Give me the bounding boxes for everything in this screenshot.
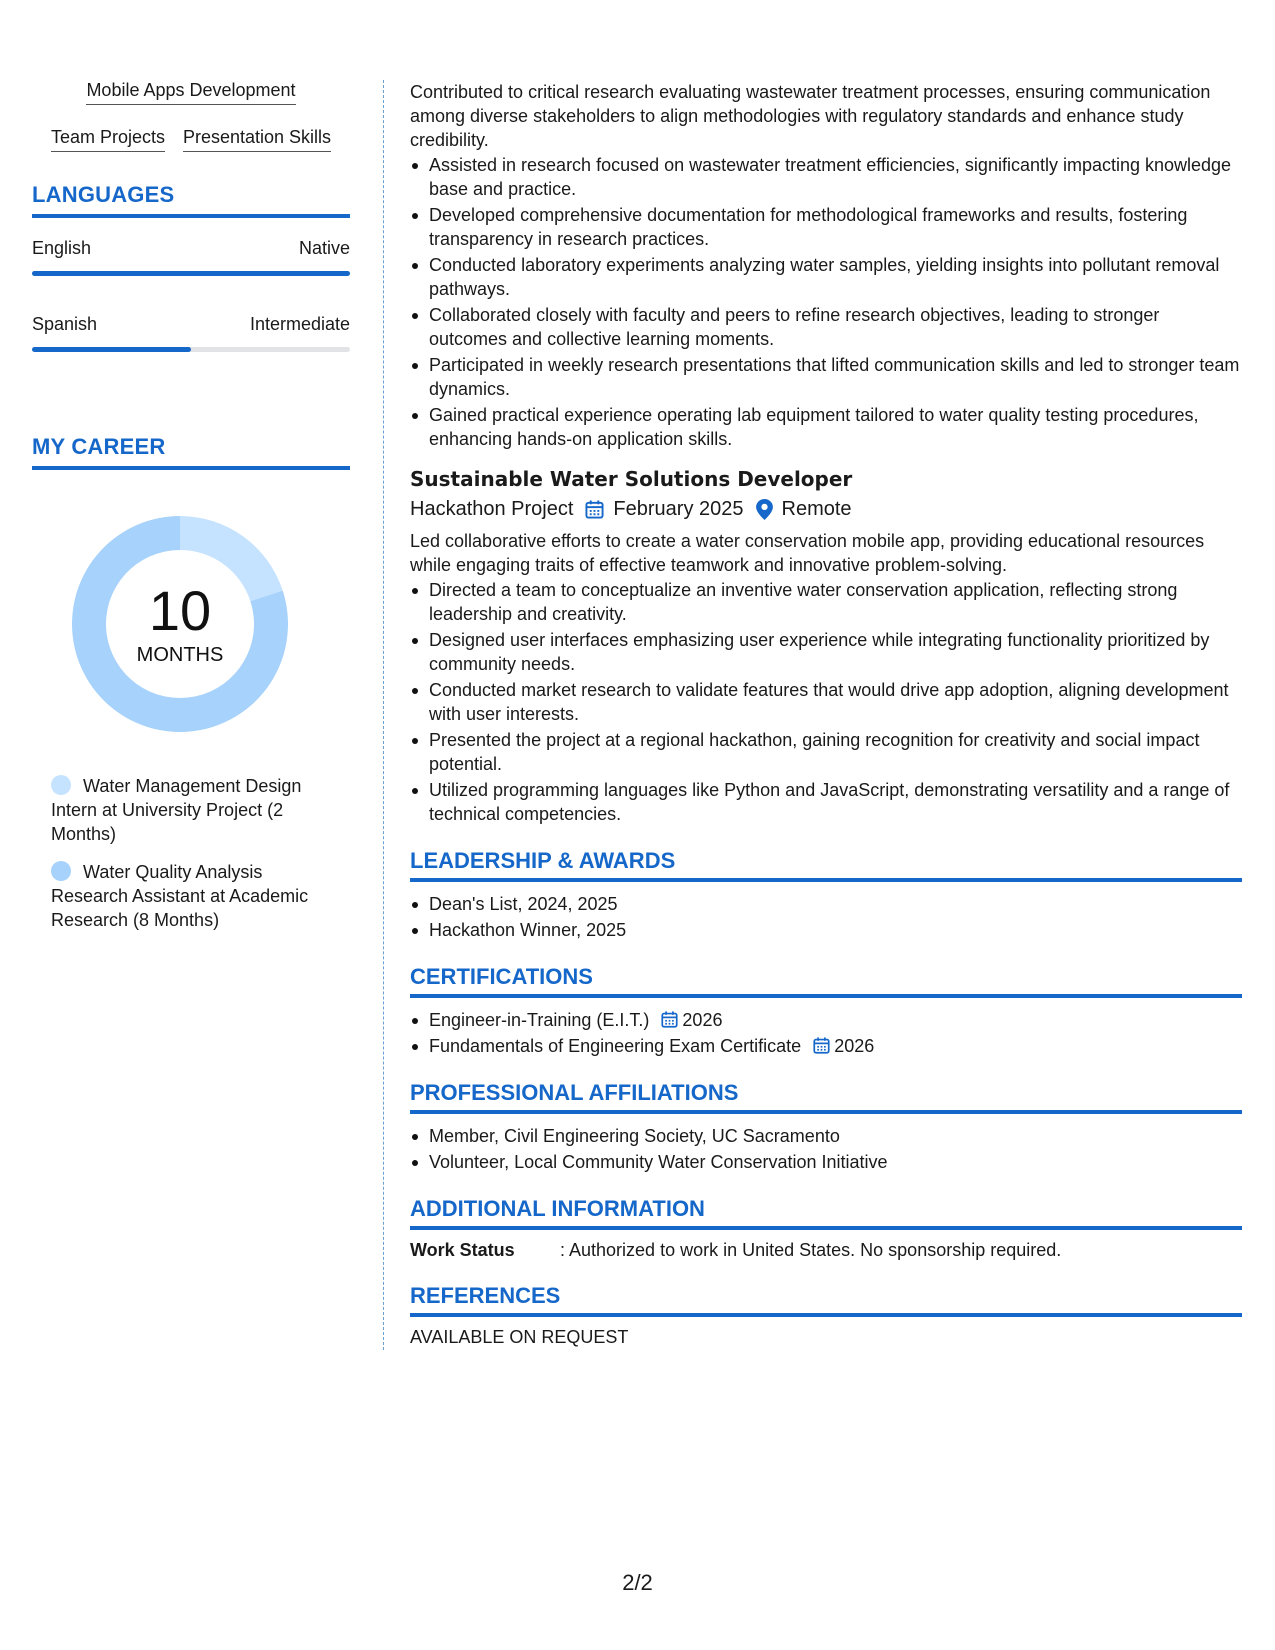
language-name: English <box>32 238 92 258</box>
language-proficiency-fill <box>32 271 350 276</box>
leadership-heading: LEADERSHIP & AWARDS <box>410 848 1242 882</box>
project-date: February 2025 <box>613 498 744 520</box>
career-donut-chart <box>66 510 294 738</box>
references-text: AVAILABLE ON REQUEST <box>410 1327 629 1347</box>
list-item <box>410 1034 1242 1058</box>
project-summary: Led collaborative efforts to create a water conservation mobile app, providing educational resources while engaging traits of effective teamwork and innovative problem-solving. <box>410 531 1205 575</box>
legend-item <box>51 774 331 846</box>
main-column <box>410 80 1242 1348</box>
language-item <box>32 238 350 276</box>
list-item <box>410 1008 1242 1032</box>
list-item: Hackathon Winner, 2025 <box>410 918 1242 942</box>
certification-name: Fundamentals of Engineering Exam Certificate <box>429 1036 802 1056</box>
column-divider <box>383 80 384 1350</box>
skill-tags-row <box>32 80 350 105</box>
list-item: Assisted in research focused on wastewater treatment efficiencies, significantly impacting knowledge base and practice. <box>410 153 1242 201</box>
certifications-heading: CERTIFICATIONS <box>410 964 1242 998</box>
language-item <box>32 314 350 352</box>
calendar-icon <box>813 1037 830 1054</box>
donut-center-label <box>66 510 294 738</box>
role-summary: Contributed to critical research evaluating wastewater treatment processes, ensuring communication among diverse stakeholders to align methodologies with regulatory standards and enhance study credibility. <box>410 82 1211 150</box>
skill-tag: Presentation Skills <box>183 127 331 152</box>
previous-role <box>410 80 1242 451</box>
language-proficiency-bar <box>32 271 350 276</box>
location-pin-icon <box>756 499 773 520</box>
project-location: Remote <box>781 498 852 520</box>
project-bullets <box>410 578 1242 826</box>
list-item: Developed comprehensive documentation for methodological frameworks and results, fostering transparency in research practices. <box>410 203 1242 251</box>
language-proficiency-bar <box>32 347 350 352</box>
work-status-row <box>410 1240 1242 1261</box>
list-item: Member, Civil Engineering Society, UC Sacramento <box>410 1124 1242 1148</box>
project-organization: Hackathon Project <box>410 498 574 520</box>
calendar-icon <box>661 1011 678 1028</box>
legend-item <box>51 860 331 932</box>
legend-label: Water Management Design Intern at University Project (2 Months) <box>51 776 302 844</box>
certifications-list <box>410 1008 1242 1058</box>
affiliations-list <box>410 1124 1242 1174</box>
work-status-label: Work Status <box>410 1240 515 1260</box>
list-item: Designed user interfaces emphasizing user experience while integrating functionality prioritized by community needs. <box>410 628 1242 676</box>
language-name: Spanish <box>32 314 98 334</box>
career-section <box>32 434 350 932</box>
list-item: Conducted market research to validate features that would drive app adoption, aligning development with user interests. <box>410 678 1242 726</box>
certification-year: 2026 <box>834 1036 875 1056</box>
list-item: Dean's List, 2024, 2025 <box>410 892 1242 916</box>
list-item: Participated in weekly research presentations that lifted communication skills and led to stronger team dynamics. <box>410 353 1242 401</box>
leadership-list <box>410 892 1242 942</box>
legend-label: Water Quality Analysis Research Assistant at Academic Research (8 Months) <box>51 862 309 930</box>
languages-heading: LANGUAGES <box>32 182 350 218</box>
page-number: 2/2 <box>622 1570 653 1595</box>
list-item: Utilized programming languages like Python and JavaScript, demonstrating versatility and a range of technical competencies. <box>410 778 1242 826</box>
certifications-section <box>410 964 1242 1058</box>
career-legend <box>32 774 350 932</box>
references-section <box>410 1283 1242 1348</box>
work-status-value: : Authorized to work in United States. No sponsorship required. <box>560 1240 1062 1260</box>
role-bullets <box>410 153 1242 451</box>
references-heading: REFERENCES <box>410 1283 1242 1317</box>
project-entry <box>410 467 1242 826</box>
skill-tag: Mobile Apps Development <box>86 80 295 105</box>
leadership-section <box>410 848 1242 942</box>
project-meta <box>410 498 1242 521</box>
language-level: Intermediate <box>249 314 350 334</box>
list-item: Presented the project at a regional hackathon, gaining recognition for creativity and social impact potential. <box>410 728 1242 776</box>
language-proficiency-fill <box>32 347 191 352</box>
additional-info-section <box>410 1196 1242 1261</box>
language-level: Native <box>298 238 350 258</box>
list-item: Directed a team to conceptualize an inventive water conservation application, reflecting strong leadership and creativity. <box>410 578 1242 626</box>
affiliations-heading: PROFESSIONAL AFFILIATIONS <box>410 1080 1242 1114</box>
legend-dot <box>51 775 71 795</box>
affiliations-section <box>410 1080 1242 1174</box>
project-title: Sustainable Water Solutions Developer <box>410 467 853 491</box>
career-total-unit: MONTHS <box>136 643 224 666</box>
sidebar <box>32 80 350 946</box>
list-item: Conducted laboratory experiments analyzing water samples, yielding insights into pollutant removal pathways. <box>410 253 1242 301</box>
legend-dot <box>51 861 71 881</box>
certification-name: Engineer-in-Training (E.I.T.) <box>429 1010 650 1030</box>
list-item: Collaborated closely with faculty and peers to refine research objectives, leading to stronger outcomes and collective learning moments. <box>410 303 1242 351</box>
list-item: Volunteer, Local Community Water Conservation Initiative <box>410 1150 1242 1174</box>
career-heading: MY CAREER <box>32 434 350 470</box>
skill-tag: Team Projects <box>51 127 165 152</box>
languages-section <box>32 182 350 352</box>
career-total-value: 10 <box>148 578 212 642</box>
skill-tags-row <box>32 127 350 152</box>
list-item: Gained practical experience operating lab equipment tailored to water quality testing procedures, enhancing hands-on application skills. <box>410 403 1242 451</box>
additional-info-heading: ADDITIONAL INFORMATION <box>410 1196 1242 1230</box>
certification-year: 2026 <box>682 1010 723 1030</box>
calendar-icon <box>585 500 604 519</box>
